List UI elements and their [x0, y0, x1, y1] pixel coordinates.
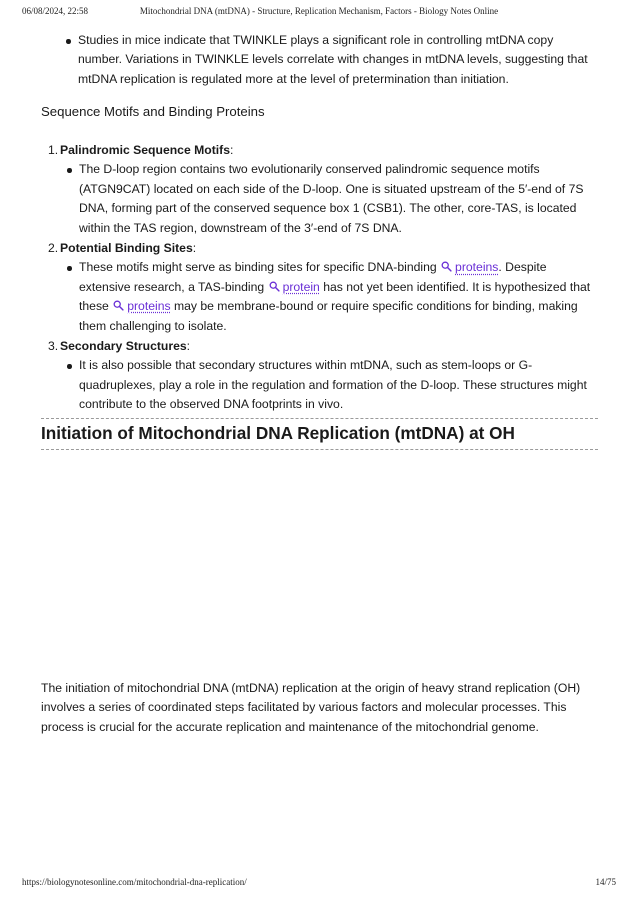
numbered-item-binding-sites: [41, 239, 598, 336]
print-timestamp: 06/08/2024, 22:58: [22, 6, 89, 16]
top-bullet-list: [41, 31, 598, 89]
item-number: 1.: [48, 143, 59, 157]
page-number: 14/75: [595, 877, 616, 887]
top-bullet-block: [41, 31, 598, 89]
search-icon: [113, 300, 124, 311]
sub-bullet-list: [60, 258, 598, 336]
text-segment: has not yet been identified. It is hypothesized that these: [79, 279, 591, 314]
sub-bullet-list: [60, 356, 598, 414]
item-title: Secondary Structures: [60, 339, 187, 354]
list-item: Studies in mice indicate that TWINKLE plays a significant role in controlling mtDNA copy number. Variations in TWINKLE levels correlate with changes in mtDNA levels, suggesting that mtDNA replication is regulated more at the level of pretermination than initiation.: [41, 31, 598, 89]
list-item: It is also possible that secondary structures within mtDNA, such as stem-loops or G-quadruplexes, play a role in the regulation and formation of the D-loop. These structures might contribute to the observed DNA footprints in vivo.: [42, 356, 598, 414]
item-number: 3.: [48, 339, 59, 354]
intro-paragraph: The initiation of mitochondrial DNA (mtDNA) replication at the origin of heavy strand replication (OH) involves a series of coordinated steps facilitated by various factors and molecular processes. This process is crucial for the accurate replication and maintenance of the mitochondrial genome.: [41, 681, 581, 734]
proteins-link[interactable]: proteins: [455, 260, 499, 275]
search-icon: [269, 281, 280, 292]
print-footer: [22, 877, 616, 887]
item-colon: :: [186, 339, 191, 354]
item-colon: :: [229, 143, 234, 157]
list-item: The D-loop region contains two evolutionarily conserved palindromic sequence motifs (ATGN9CAT) located on each side of the D-loop. One is situated upstream of the 5′-end of 7S DNA, forming part of the conserved sequence box 1 (CSB1). The other, core-TAS, is located within the TAS region, downstream of the 3′-end of 7S DNA.: [42, 160, 598, 238]
item-colon: :: [192, 241, 197, 256]
text-segment: These motifs might serve as binding sites for specific DNA-binding: [79, 260, 441, 275]
list-item: [42, 258, 598, 336]
item-title: Palindromic Sequence Motifs: [60, 143, 230, 157]
main-heading: Initiation of Mitochondrial DNA Replication (mtDNA) at OH: [41, 423, 515, 443]
search-icon: [441, 261, 452, 272]
numbered-list: [41, 141, 598, 416]
text-segment: may be membrane-bound or require specific conditions for binding, making them challenging to isolate.: [79, 299, 578, 333]
sub-bullet-list: [60, 160, 598, 238]
protein-link[interactable]: protein: [282, 279, 320, 294]
text-segment: . Despite extensive research, a TAS-binding: [79, 260, 547, 294]
proteins-link[interactable]: proteins: [127, 299, 171, 314]
item-number: 2.: [48, 241, 59, 256]
section-heading: Sequence Motifs and Binding Proteins: [41, 104, 265, 119]
numbered-item-palindromic: [41, 141, 598, 238]
divider-top: [41, 418, 598, 419]
item-title: Potential Binding Sites: [60, 241, 193, 256]
divider-bottom: [41, 449, 598, 450]
numbered-item-secondary-structures: [41, 337, 598, 415]
print-url: https://biologynotesonline.com/mitochondrial-dna-replication/: [22, 877, 247, 887]
print-header: [22, 6, 616, 16]
print-page-title: Mitochondrial DNA (mtDNA) - Structure, Replication Mechanism, Factors - Biology Notes Online: [139, 6, 499, 16]
